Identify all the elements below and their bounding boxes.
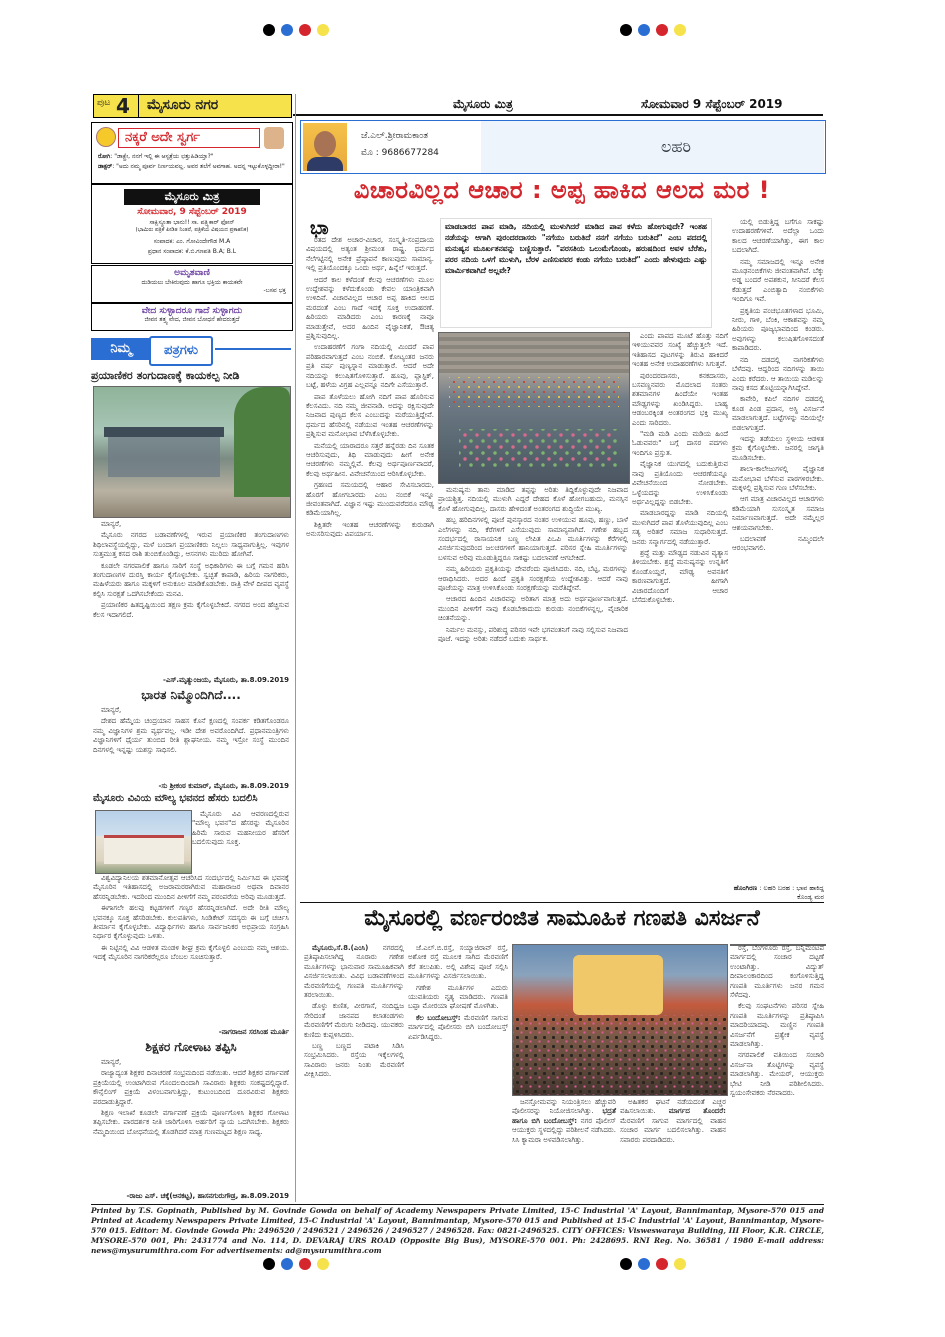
letter3-sign: -ನಾಗರಾಜನ ಸರಸಿಂಹ ಮೂರ್ತಿ: [218, 1028, 289, 1036]
masthead-date: ಸೋಮವಾರ, 9 ಸೆಪ್ಟೆಂಬರ್ 2019: [137, 207, 247, 217]
registration-mark-top-2: [281, 24, 293, 36]
column-dropcap: ಭಾ: [310, 218, 329, 239]
column-deck: ಮಾಡಬಾರದ ಪಾಪ ಮಾಡಿ, ನದಿಯಲ್ಲಿ ಮುಳುಗಿದರೆ ಮಾಡಿದ ಪಾಪ ಕಳೆದು ಹೋಗುವುದೇ? ಇಂತಹ ನಡೆಯನ್ನು ಆಗಾಗಿ ಪುರಂದರದಾಸರು "ನಗೆಯು ಬರುತಿದೆ ನನಗೆ ನಗೆಯು ಬರುತಿದೆ" ಎಂಬ ಪದದಲ್ಲಿ ಮನುಷ್ಯನ ಮೂರ್ಖತನವನ್ನು ಬಣ್ಣಿಸುತ್ತಾರೆ. "ಪರಸತಿಯ ಒಲುಮೆಗೊಂಡು, ಹರುಷದಿಂದ ಅವಳ ಬೆರೆತು, ಪರರ ನದಿಯ ಒಳಗೆ ಮುಳುಗಿ, ಬೆರಳ ಎಣಿಸುವವರ ಕಂಡು ನಗೆಯು ಬರುತಿದೆ" ಎಂದು ಹೇಳುವುದು ಎಷ್ಟು ಮಾರ್ಮಿಕವಾಗಿದೆ ಅಲ್ಲವೇ?: [440, 218, 712, 328]
section-box: [138, 94, 292, 118]
registration-mark-top-1: [263, 24, 275, 36]
letters-banner-a: ನಿಮ್ಮ: [91, 338, 151, 360]
shelter-body: [108, 437, 220, 477]
column-header: [300, 120, 826, 174]
registration-mark-bottom-3: [299, 1258, 311, 1270]
left-column-divider: [295, 94, 296, 1202]
footer-rule: [91, 1204, 824, 1205]
ganapati-subhead: ಕೆಲ ಬಂದೋಬಸ್ತ್:: [416, 1013, 461, 1022]
column-headline: ವಿಚಾರವಿಲ್ಲದ ಆಚಾರ : ಅಪ್ಪ ಹಾಕಿದ ಆಲದ ಮರ !: [353, 176, 771, 204]
column-bottom-rule: [300, 902, 824, 903]
ganapati-headline: ಮೈಸೂರಲ್ಲಿ ವರ್ಣರಂಜಿತ ಸಾಮೂಹಿಕ ಗಣಪತಿ ವಿಸರ್ಜನೆ: [364, 906, 760, 931]
author-shoulders: [307, 157, 343, 171]
letter2-opening: ಮಾನ್ಯರೆ,: [101, 706, 122, 714]
humor-line2-label: ಡಾಕ್ಟರ್: [98, 163, 113, 170]
registration-mark-top-4: [317, 24, 329, 36]
river-bathing-photo: [438, 332, 630, 484]
ganapati-subhead3: ಮಾರ್ಗದ ತೊಂದರೆ:: [668, 1107, 726, 1116]
letters-banner-b: ಪತ್ರಗಳು: [149, 336, 213, 366]
humor-title: ನಕ್ಕರೆ ಅದೇ ಸ್ವರ್ಗ: [125, 130, 200, 145]
letter1-body: ಮಾನ್ಯರೆ, ಮೈಸೂರು ನಗರದ ಬಡಾವಣೆಗಳಲ್ಲಿ ಇರುವ ಪ್ರಯಾಣಿಕರ ತಂಗುದಾಣಗಳು ಶಿಥಿಲಾವಸ್ಥೆಯಲ್ಲಿದ್ದು, ಮಳೆ ಬಂದಾಗ ಪ್ರಯಾಣಿಕರು ನಿಲ್ಲಲು ಸಾಧ್ಯವಾಗುತ್ತಿಲ್ಲ. ಇವುಗಳ ಸುತ್ತಮುತ್ತ ಕಸದ ರಾಶಿ ತುಂಬಿಕೊಂಡಿದ್ದು, ಆಸನಗಳು ಮುರಿದು ಹೋಗಿವೆ. ಕೂಡಲೇ ನಗರಪಾಲಿಕೆ ಹಾಗೂ ಸಾರಿಗೆ ಸಂಸ್ಥೆ ಅಧಿಕಾರಿಗಳು ಈ ಬಗ್ಗೆ ಗಮನ ಹರಿಸಿ ತಂಗುದಾಣಗಳ ದುರಸ್ತಿ ಕಾರ್ಯ ಕೈಗೊಳ್ಳಬೇಕು. ಸ್ವಚ್ಛತೆ ಕಾಪಾಡಿ, ಹಿರಿಯ ನಾಗರಿಕರು, ಮಹಿಳೆಯರು ಹಾಗೂ ಮಕ್ಕಳಿಗೆ ಅನುಕೂಲ ಮಾಡಿಕೊಡಬೇಕು. ರಾತ್ರಿ ವೇಳೆ ದೀಪದ ವ್ಯವಸ್ಥೆ ಕಲ್ಪಿಸಿ ಸುರಕ್ಷತೆ ಒದಗಿಸಬೇಕೆಂದು ಮನವಿ. ಪ್ರಯಾಣಿಕರ ಹಿತದೃಷ್ಟಿಯಿಂದ ತಕ್ಷಣ ಕ್ರಮ ಕೈಗೊಳ್ಳಬೇಕಿದೆ. ನಗರದ ಅಂದ ಹೆಚ್ಚಿಸುವ ಕೆಲಸ ಇದಾಗಲಿದೆ.: [93, 520, 289, 619]
humor-line2-text: "ಅದು ನಮ್ಮ ಪೂರ್ವ ನಿರ್ಣಯವಲ್ಲ. ಅವರ ತಲೆಗೆ ಅವಗಾಹ. ಅದನ್ನ ಇಟ್ಟುಕೊಳ್ಳದ್ದೀರಾ!": [116, 163, 285, 170]
registration-mark-top-6: [638, 24, 650, 36]
ganapati-subhead2: ಭದ್ರತೆ ಹಾಗೂ ಬಿಗಿ ಬಂದೋಬಸ್ತ್:: [512, 1107, 616, 1125]
column-body-col1: ರತದ ದೇಶ ಅಚಾರ-ವಿಚಾರ, ಸಂಸ್ಕೃತಿ-ಸಂಪ್ರದಾಯ ವಿಷಯದಲ್ಲಿ ಅತ್ಯಂತ ಶ್ರೀಮಂತ ರಾಷ್ಟ್ರ. ಧರ್ಮದ ನೆಲೆಗಟ್ಟಿನಲ್ಲಿ ಅನೇಕ ಪ್ರೆಷ್ಠಾಪನೆ ಕಾಣುವುದು ಸಾಮಾನ್ಯ. ಇಲ್ಲಿ ಪ್ರತಿಯೊಂದಕ್ಕೂ ಒಂದು ಅರ್ಥ, ಹಿನ್ನೆಲೆ ಇರುತ್ತದೆ. ಆದರೆ ಕಾಲ ಕಳೆದಂತೆ ಕೆಲವು ಆಚರಣೆಗಳು ಮೂಲ ಉದ್ದೇಶವನ್ನು ಕಳೆದುಕೊಂಡು ಕೇವಲ ಯಾಂತ್ರಿಕವಾಗಿ ಉಳಿದಿವೆ. ವಿಚಾರವಿಲ್ಲದ ಆಚಾರ ಅಪ್ಪ ಹಾಕಿದ ಆಲದ ಮರದಂತೆ ಎಂಬ ಗಾದೆ ಇದಕ್ಕೆ ಸೂಕ್ತ ಉದಾಹರಣೆ. ಹಿರಿಯರು ಮಾಡಿದರು ಎಂಬ ಕಾರಣಕ್ಕೆ ನಾವೂ ಮಾಡುತ್ತೇವೆ, ಅದರ ಹಿಂದಿನ ವೈಜ್ಞಾನಿಕತೆ, ಔಚಿತ್ಯ ಪ್ರಶ್ನಿಸುವುದಿಲ್ಲ. ಉದಾಹರಣೆಗೆ ಗಂಗಾ ನದಿಯಲ್ಲಿ ಮಿಂದರೆ ಪಾಪ ಪರಿಹಾರವಾಗುತ್ತದೆ ಎಂಬ ನಂಬಿಕೆ. ಕೋಟ್ಯಂತರ ಜನರು ಪ್ರತಿ ವರ್ಷ ಪುಣ್ಯಸ್ನಾನ ಮಾಡುತ್ತಾರೆ. ಆದರೆ ಅದೇ ನದಿಯನ್ನು ಕಲುಷಿತಗೊಳಿಸುತ್ತಾರೆ. ಹೂವು, ಪ್ಲಾಸ್ಟಿಕ್, ಬಟ್ಟೆ, ಹಳೆಯ ವಿಗ್ರಹ ಎಲ್ಲವನ್ನೂ ನದಿಗೇ ಎಸೆಯುತ್ತಾರೆ. ಪಾಪ ತೊಳೆಯಲು ಹೋಗಿ ನದಿಗೆ ಪಾಪ ಹೊರಿಸುವ ಕೆಲಸವಿದು. ನದಿ ನಮ್ಮ ಜೀವನಾಡಿ. ಅದನ್ನು ರಕ್ಷಿಸುವುದೇ ನಿಜವಾದ ಪುಣ್ಯದ ಕೆಲಸ ಎಂಬುದನ್ನು ಮರೆಯುತ್ತಿದ್ದೇವೆ. ಧರ್ಮದ ಹೆಸರಿನಲ್ಲಿ ನಡೆಯುವ ಇಂತಹ ಆಚರಣೆಗಳನ್ನು ಪ್ರಶ್ನಿಸುವ ಮನೋಭಾವ ಬೆಳೆಸಿಕೊಳ್ಳಬೇಕು. ಮನೆಯಲ್ಲಿ ಯಾರಾದರೂ ಸತ್ತರೆ ಹನ್ನೆರಡು ದಿನ ಸೂತಕ ಆಚರಿಸುವುದು, ತಿಥಿ ಮಾಡುವುದು ಹೀಗೆ ಅನೇಕ ಆಚರಣೆಗಳು ನಮ್ಮಲ್ಲಿವೆ. ಕೆಲವು ಅರ್ಥಪೂರ್ಣವಾದರೆ, ಕೆಲವು ಅರ್ಥಹೀನ. ವಿವೇಚನೆಯಿಂದ ಆರಿಸಿಕೊಳ್ಳಬೇಕು. ಗ್ರಹಣದ ಸಮಯದಲ್ಲಿ ಆಹಾರ ಸೇವಿಸಬಾರದು, ಹೊರಗೆ ಹೋಗಬಾರದು ಎಂಬ ನಂಬಿಕೆ ಇನ್ನೂ ಜೀವಂತವಾಗಿದೆ. ವಿಜ್ಞಾನ ಇಷ್ಟು ಮುಂದುವರೆದರೂ ಮೌಢ್ಯ ಕಡಿಮೆಯಾಗಿಲ್ಲ. ಶಿಕ್ಷಿತರೇ ಇಂತಹ ಆಚರಣೆಗಳನ್ನು ಕುರುಡಾಗಿ ಅನುಸರಿಸುವುದು ವಿಪರ್ಯಾಸ.: [306, 236, 434, 539]
registration-mark-bottom-1: [263, 1258, 275, 1270]
column-sign-label: ಹೊಂಗಿರಣ: [733, 884, 758, 892]
ganapati-body-col3: ಜನಸ್ತೋಮವನ್ನು ನಿಯಂತ್ರಿಸಲು ಹೆಚ್ಚುವರಿ ಪೊಲೀಸರನ್ನು ನಿಯೋಜಿಸಲಾಗಿತ್ತು. ಭದ್ರತೆ ಹಾಗೂ ಬಿಗಿ ಬಂದೋಬಸ್ತ್: ನಗರ ಪೊಲೀಸ್ ಆಯುಕ್ತರು ಸ್ಥಳದಲ್ಲಿದ್ದು ಪರಿಶೀಲನೆ ನಡೆಸಿದರು. ಸಿಸಿ ಕ್ಯಾಮರಾ ಅಳವಡಿಸಲಾಗಿತ್ತು.: [512, 1098, 616, 1144]
letter4-title: ಶಿಕ್ಷಕರ ಗೋಳಾಟ ತಪ್ಪಿಸಿ: [145, 1040, 237, 1054]
registration-mark-top-7: [656, 24, 668, 36]
shelter-tree: [234, 387, 290, 497]
humor-title-box: [118, 128, 260, 148]
letter3-body-cont: ವಿಶ್ವವಿದ್ಯಾನಿಲಯ ಶತಮಾನೋತ್ಸವ ಆಚರಿಸಿದ ಸಂದರ್ಭದಲ್ಲಿ ನಿರ್ಮಿಸಿದ ಈ ಭವನಕ್ಕೆ ಮೈಸೂರಿನ ಇತಿಹಾಸದಲ್ಲಿ ಅಜರಾಮರರಾಗಿರುವ ಮಹಾರಾಜರ ಅಥವಾ ದಿವಾನರ ಹೆಸರನ್ನಿಡಬೇಕು. ಇದರಿಂದ ಮುಂದಿನ ಪೀಳಿಗೆಗೆ ನಮ್ಮ ಪರಂಪರೆಯ ಅರಿವು ಮೂಡುತ್ತದೆ. ಈಗಾಗಲೇ ಹಲವು ಕಟ್ಟಡಗಳಿಗೆ ಗಣ್ಯರ ಹೆಸರನ್ನಿಡಲಾಗಿದೆ. ಅದೇ ರೀತಿ ಮೌಲ್ಯ ಭವನಕ್ಕೂ ಸೂಕ್ತ ಹೆಸರಿಡಬೇಕು. ಕುಲಪತಿಗಳು, ಸಿಂಡಿಕೇಟ್ ಸದಸ್ಯರು ಈ ಬಗ್ಗೆ ಚರ್ಚಿಸಿ ತೀರ್ಮಾನ ಕೈಗೊಳ್ಳಬೇಕು. ವಿದ್ಯಾರ್ಥಿಗಳು ಹಾಗೂ ಸಾರ್ವಜನಿಕರ ಅಭಿಪ್ರಾಯ ಸಂಗ್ರಹಿಸಿ ನಿರ್ಧಾರ ಕೈಗೊಳ್ಳುವುದು ಒಳಿತು. ಈ ನಿಟ್ಟಿನಲ್ಲಿ ವಿವಿ ಆಡಳಿತ ಮಂಡಳಿ ಶೀಘ್ರ ಕ್ರಮ ಕೈಗೊಳ್ಳಲಿ ಎಂಬುದು ನಮ್ಮ ಆಶಯ. ಇದಕ್ಕೆ ಮೈಸೂರಿನ ನಾಗರಿಕರೆಲ್ಲರೂ ಬೆಂಬಲ ಸೂಚಿಸುತ್ತಾರೆ.: [93, 874, 289, 962]
author-phone: ಮೊ : 9686677284: [361, 148, 439, 158]
thought-line1: ವೇದ ಸುಳ್ಳಾದರೂ ಗಾದೆ ಸುಳ್ಳಾಗದು: [141, 306, 243, 316]
ghat-steps: [439, 333, 629, 373]
page-number: 4: [116, 94, 130, 118]
procession-vehicle: [573, 955, 663, 1015]
registration-mark-bottom-6: [638, 1258, 650, 1270]
cartoon-man-icon: [264, 127, 284, 149]
letter2-sign: -ಸು ಶ್ರೀಕಂಠ ಕುಮಾರ್, ಮೈಸೂರು, ತಾ.8.09.2019: [158, 782, 289, 790]
page-header: [93, 94, 823, 116]
thought-box: [91, 303, 293, 331]
amrutavani-author: -ಬಸವ ಭಕ್ತ: [263, 287, 286, 294]
column-header-band: [481, 121, 824, 173]
amrutavani-text: ದುಡಿಯಲು ಬೇಕಿರುವುದು ಹಾಗೂ ಭಕ್ತಿಯ ಕಾಯಕವೇ: [141, 279, 243, 286]
registration-mark-bottom-2: [281, 1258, 293, 1270]
thought-line2: ಜೀವನ ತತ್ತ್ವ ವೇದ, ಜೀವನ ಬೋಧನೆ ಹೇದರುತ್ತದೆ: [144, 316, 240, 323]
page-label: ಪುಟ: [97, 98, 111, 108]
amrutavani-title: ಅಮೃತವಾಣಿ: [174, 268, 210, 278]
letter4-sign: -ರಾಜು ಎಸ್. ಚಕ್ಕೆ(ಆನಕಟ್ಟ), ಹಾಸನಗುರುಗೌಡ್ರ, ತಾ.8.09.2019: [126, 1192, 289, 1200]
column-body-col4: ಯಲ್ಲಿ ಬಿಡುತ್ತಿದ್ದ ಬಗೆಗೂ ಸಾಕಷ್ಟು ಉದಾಹರಣೆಗಳಿವೆ. ಅದೆಲ್ಲಾ ಒಂದು ಕಾಲದ ಆಚರಣೆಯಾಗಿತ್ತು, ಈಗ ಕಾಲ ಬದಲಾಗಿದೆ. ನಮ್ಮ ಸಮಾಜದಲ್ಲಿ ಇನ್ನೂ ಅನೇಕ ಮೂಢನಂಬಿಕೆಗಳು ಜೀವಂತವಾಗಿವೆ. ಬೆಕ್ಕು ಅಡ್ಡ ಬಂದರೆ ಅಪಶಕುನ, ಸೀನಿದರೆ ಕೆಲಸ ಕೆಡುತ್ತದೆ ಎಂಬಿತ್ಯಾದಿ ನಂಬಿಕೆಗಳು ಇಂದಿಗೂ ಇವೆ. ಪ್ರಕೃತಿಯ ಪಂಚಭೂತಗಳಾದ ಭೂಮಿ, ನೀರು, ಗಾಳಿ, ಬೆಂಕಿ, ಆಕಾಶವನ್ನು ನಮ್ಮ ಹಿರಿಯರು ಪೂಜ್ಯಭಾವದಿಂದ ಕಂಡರು. ಅವುಗಳನ್ನು ಕಲುಷಿತಗೊಳಿಸದಂತೆ ಕಾಪಾಡಿದರು. ನದಿ ದಡದಲ್ಲಿ ನಾಗರಿಕತೆಗಳು ಬೆಳೆದವು. ಆದ್ದರಿಂದ ನದಿಗಳನ್ನು ತಾಯಿ ಎಂದು ಕರೆದರು. ಆ ತಾಯಿಯ ಮಡಿಲನ್ನು ನಾವು ಕಸದ ತೊಟ್ಟಿಯನ್ನಾಗಿಸಿದ್ದೇವೆ. ಕಾವೇರಿ, ಕಪಿಲೆ ನದಿಗಳ ದಡದಲ್ಲಿ ಕೂಡ ಪಿಂಡ ಪ್ರದಾನ, ಅಸ್ಥಿ ವಿಸರ್ಜನೆ ಮಾಡಲಾಗುತ್ತದೆ. ಬಟ್ಟೆಗಳನ್ನು ನದಿಯಲ್ಲೇ ಬಿಡಲಾಗುತ್ತದೆ. ಇದನ್ನು ತಡೆಯಲು ಸ್ಥಳೀಯ ಆಡಳಿತ ಕ್ರಮ ಕೈಗೊಳ್ಳಬೇಕು. ಜನರಲ್ಲಿ ಜಾಗೃತಿ ಮೂಡಿಸಬೇಕು. ಶಾಲಾ-ಕಾಲೇಜುಗಳಲ್ಲಿ ವೈಜ್ಞಾನಿಕ ಮನೋಭಾವ ಬೆಳೆಸುವ ಪಾಠಗಳಿರಬೇಕು. ಮಕ್ಕಳಲ್ಲಿ ಪ್ರಶ್ನಿಸುವ ಗುಣ ಬೆಳೆಸಬೇಕು. ಆಗ ಮಾತ್ರ ವಿಚಾರವಿಲ್ಲದ ಆಚಾರಗಳು ಕಡಿಮೆಯಾಗಿ ಸುಸಂಸ್ಕೃತ ಸಮಾಜ ನಿರ್ಮಾಣವಾಗುತ್ತದೆ. ಅದೇ ನಮ್ಮೆಲ್ಲರ ಆಶಯವಾಗಬೇಕು. ಬದಲಾವಣೆ ನಮ್ಮಿಂದಲೇ ಆರಂಭವಾಗಲಿ.: [732, 218, 824, 553]
registration-mark-bottom-5: [620, 1258, 632, 1270]
page-date: ಸೋಮವಾರ 9 ಸೆಪ್ಟೆಂಬರ್ 2019: [641, 97, 783, 111]
registration-mark-top-8: [674, 24, 686, 36]
masthead-line1: ಸಾಕ್ಷಿಸ್ಥೂತಾ ಭಾನು!! ಸಾ. ಪತ್ರ್ಯಿಕಾರ್ ಫೋನ್: [149, 219, 235, 226]
section-title: ಮೈಸೂರು ನಗರ: [147, 97, 219, 113]
flower-waste: [459, 429, 619, 469]
humor-line1-text: "ಡಾಕ್ಟ್ರೇ, ನನಗೆ ಇಲ್ಲಿ ಈ ಆಸ್ಪತ್ರೆಯ ಛತ್ತುಹಿಡಿಯ್ತಾ?": [114, 153, 214, 160]
letter1-sign: -ಎಸ್.ಮೃತ್ಯುಂಜಯ, ಮೈಸೂರು, ತಾ.8.09.2019: [163, 676, 289, 684]
humor-line-1: ರೋಗಿ: "ಡಾಕ್ಟ್ರೇ, ನನಗೆ ಇಲ್ಲಿ ಈ ಆಸ್ಪತ್ರೆಯ ಛತ್ತುಹಿಡಿಯ್ತಾ?": [98, 153, 214, 160]
crowd-1: [449, 377, 619, 407]
letter2-title: ಭಾರತ ನಿಮ್ಮೊಂದಿಗಿದೆ....: [141, 688, 241, 702]
letter1-title: ಪ್ರಯಾಣಿಕರ ತಂಗುದಾಣಕ್ಕೆ ಕಾಯಕಲ್ಪ ನೀಡಿ: [91, 369, 240, 382]
letter2-body: ಮಾನ್ಯರೆ, ದೇಶದ ಹೆಮ್ಮೆಯ ಚಂದ್ರಯಾನ ಸಾಹಸ ಕೊನೆ ಕ್ಷಣದಲ್ಲಿ ಸಂಪರ್ಕ ಕಡಿತಗೊಂಡರೂ ನಮ್ಮ ವಿಜ್ಞಾನಿಗಳ ಶ್ರಮ ವ್ಯರ್ಥವಲ್ಲ. ಇಡೀ ದೇಶ ಅವರೊಂದಿಗಿದೆ. ಪ್ರಧಾನಮಂತ್ರಿಗಳು ವಿಜ್ಞಾನಿಗಳಿಗೆ ಧೈರ್ಯ ತುಂಬಿದ ರೀತಿ ಶ್ಲಾಘನೀಯ. ನಮ್ಮ ಇಸ್ರೋ ಸಂಸ್ಥೆ ಮುಂದಿನ ದಿನಗಳಲ್ಲಿ ಇನ್ನಷ್ಟು ಯಶಸ್ಸು ಸಾಧಿಸಲಿ.: [93, 706, 289, 754]
registration-mark-bottom-8: [674, 1258, 686, 1270]
ganapati-body-col5: ರಸ್ತೆ, ಬೆಂಗಳೂರು ರಸ್ತೆ, ಬನ್ನಿಮಂಟಪ ಮಾರ್ಗದಲ್ಲಿ ಸಂಚಾರ ದಟ್ಟಣೆ ಉಂಟಾಗಿತ್ತು. ವಿದ್ಯುತ್ ದೀಪಾಲಂಕಾರದಿಂದ ಕಂಗೊಳಿಸುತ್ತಿದ್ದ ಗಣಪತಿ ಮೂರ್ತಿಗಳು ಜನರ ಗಮನ ಸೆಳೆದವು. ಕೆಲವು ಸಂಘಟನೆಗಳು ಪರಿಸರ ಸ್ನೇಹಿ ಗಣಪತಿ ಮೂರ್ತಿಗಳನ್ನು ಪ್ರತಿಷ್ಠಾಪಿಸಿ ಮಾದರಿಯಾದವು. ಮಣ್ಣಿನ ಗಣಪತಿ ವಿಸರ್ಜನೆಗೆ ಪ್ರತ್ಯೇಕ ವ್ಯವಸ್ಥೆ ಮಾಡಲಾಗಿತ್ತು. ನಗರಪಾಲಿಕೆ ವತಿಯಿಂದ ಸಂಚಾರಿ ವಿಸರ್ಜನಾ ತೊಟ್ಟಿಗಳನ್ನು ವ್ಯವಸ್ಥೆ ಮಾಡಲಾಗಿತ್ತು. ಮೇಯರ್, ಆಯುಕ್ತರು ಭೇಟಿ ನೀಡಿ ಪರಿಶೀಲಿಸಿದರು. ಸ್ವಯಂಸೇವಕರು ನೆರವಾದರು.: [730, 944, 824, 1098]
masthead-box: [91, 184, 293, 264]
column-name: ಲಹರಿ: [661, 137, 691, 156]
masthead-logo: ಮೈಸೂರು ಮಿತ್ರ: [124, 189, 260, 205]
registration-mark-top-5: [620, 24, 632, 36]
author-photo: [303, 123, 347, 171]
letter4-body: ಮಾನ್ಯರೆ, ರಾಜ್ಯಾದ್ಯಂತ ಶಿಕ್ಷಕರ ದಿನಾಚರಣೆ ಸಂಭ್ರಮದಿಂದ ನಡೆಯಿತು. ಆದರೆ ಶಿಕ್ಷಕರ ವರ್ಗಾವಣೆ ಪ್ರಕ್ರಿಯೆಯಲ್ಲಿ ಉಂಟಾಗಿರುವ ಗೊಂದಲದಿಂದಾಗಿ ಸಾವಿರಾರು ಶಿಕ್ಷಕರು ಸಂಕಷ್ಟದಲ್ಲಿದ್ದಾರೆ. ಕೌನ್ಸೆಲಿಂಗ್ ಪ್ರಕ್ರಿಯೆ ವಿಳಂಬವಾಗುತ್ತಿದ್ದು, ಕುಟುಂಬದಿಂದ ದೂರವಿರುವ ಶಿಕ್ಷಕರು ಪರದಾಡುತ್ತಿದ್ದಾರೆ. ಶಿಕ್ಷಣ ಇಲಾಖೆ ಕೂಡಲೇ ವರ್ಗಾವಣೆ ಪ್ರಕ್ರಿಯೆ ಪೂರ್ಣಗೊಳಿಸಿ ಶಿಕ್ಷಕರ ಗೋಳಾಟ ತಪ್ಪಿಸಬೇಕು. ಪಾರದರ್ಶಕ ನೀತಿ ಜಾರಿಗೊಳಿಸಿ ಅರ್ಹರಿಗೆ ನ್ಯಾಯ ಒದಗಿಸಬೇಕು. ಶಿಕ್ಷಕರು ನೆಮ್ಮದಿಯಿಂದ ಬೋಧನೆಯಲ್ಲಿ ತೊಡಗಿದರೆ ಮಾತ್ರ ಗುಣಮಟ್ಟದ ಶಿಕ್ಷಣ ಸಾಧ್ಯ.: [93, 1058, 289, 1136]
column-body-col2: ಮನುಷ್ಯನು ತಾನು ಮಾಡಿದ ತಪ್ಪನ್ನು ಅರಿತು ತಿದ್ದಿಕೊಳ್ಳುವುದೇ ನಿಜವಾದ ಪ್ರಾಯಶ್ಚಿತ್ತ. ನದಿಯಲ್ಲಿ ಮುಳುಗಿ ಎದ್ದರೆ ದೇಹದ ಕೊಳೆ ಹೋಗಬಹುದು, ಮನಸ್ಸಿನ ಕೊಳೆ ಹೋಗುವುದಿಲ್ಲ. ದಾಸರು ಹೇಳಿದಂತೆ ಅಂತರಂಗದ ಶುದ್ಧಿಯೇ ಮುಖ್ಯ. ಹಬ್ಬ ಹರಿದಿನಗಳಲ್ಲಿ ಪೂಜೆ ಪುನಸ್ಕಾರದ ನಂತರ ಉಳಿಯುವ ಹೂವು, ಹಣ್ಣು, ಬಾಳೆ ಎಲೆಗಳನ್ನು ನದಿ, ಕೆರೆಗಳಿಗೆ ಎಸೆಯುವುದು ಸಾಮಾನ್ಯವಾಗಿದೆ. ಗಣೇಶ ಹಬ್ಬದ ಸಂದರ್ಭದಲ್ಲಿ ರಾಸಾಯನಿಕ ಬಣ್ಣ ಲೇಪಿತ ಪಿಒಪಿ ಮೂರ್ತಿಗಳನ್ನು ಕೆರೆಗಳಲ್ಲಿ ವಿಸರ್ಜಿಸುವುದರಿಂದ ಜಲಚರಗಳಿಗೆ ಹಾನಿಯಾಗುತ್ತದೆ. ಪರಿಸರ ಸ್ನೇಹಿ ಮೂರ್ತಿಗಳನ್ನು ಬಳಸುವ ಅರಿವು ಮೂಡುತ್ತಿದ್ದರೂ ಸಾಕಷ್ಟು ಬದಲಾವಣೆ ಆಗಬೇಕಿದೆ. ನಮ್ಮ ಹಿರಿಯರು ಪ್ರಕೃತಿಯನ್ನು ದೇವರೆಂದು ಪೂಜಿಸಿದರು. ನದಿ, ಬೆಟ್ಟ, ಮರಗಳನ್ನು ಆರಾಧಿಸಿದರು. ಅದರ ಹಿಂದೆ ಪ್ರಕೃತಿ ಸಂರಕ್ಷಣೆಯ ಉದ್ದೇಶವಿತ್ತು. ಆದರೆ ನಾವು ಪೂಜೆಯನ್ನು ಮಾತ್ರ ಉಳಿಸಿಕೊಂಡು ಸಂರಕ್ಷಣೆಯನ್ನು ಮರೆತಿದ್ದೇವೆ. ಆಚಾರದ ಹಿಂದಿನ ವಿಚಾರವನ್ನು ಅರಿತಾಗ ಮಾತ್ರ ಅದು ಅರ್ಥಪೂರ್ಣವಾಗುತ್ತದೆ. ಮುಂದಿನ ಪೀಳಿಗೆಗೆ ನಾವು ಕೊಡಬೇಕಾದುದು ಕುರುಡು ನಂಬಿಕೆಗಳನ್ನಲ್ಲ, ವೈಚಾರಿಕ ಚಿಂತನೆಯನ್ನು. ನಿರ್ಮಲ ಮನಸ್ಸು, ಪರಿಶುದ್ಧ ಪರಿಸರ ಇವೇ ಭಗವಂತನಿಗೆ ನಾವು ಸಲ್ಲಿಸುವ ನಿಜವಾದ ಪೂಜೆ. ಇದನ್ನು ಅರಿತು ನಡೆದರೆ ಬದುಕು ಸಾರ್ಥಕ.: [438, 486, 628, 644]
humor-line-2: ಡಾಕ್ಟರ್: "ಅದು ನಮ್ಮ ಪೂರ್ವ ನಿರ್ಣಯವಲ್ಲ. ಅವರ ತಲೆಗೆ ಅವಗಾಹ. ಅದನ್ನ ಇಟ್ಟುಕೊಳ್ಳದ್ದೀರಾ!": [98, 163, 285, 170]
header-underline: [293, 114, 823, 116]
letter4-opening: ಮಾನ್ಯರೆ,: [101, 1058, 122, 1066]
ganapati-body-col2: ಜೆ.ಎಲ್.ಬಿ.ರಸ್ತೆ, ಸಯ್ಯಾಜಿರಾವ್ ರಸ್ತೆ, ಅಶೋಕ ರಸ್ತೆ ಮೂಲಕ ಸಾಗಿದ ಮೆರವಣಿಗೆ ಕೆರೆ ತಲುಪಿತು. ಅಲ್ಲಿ ವಿಶೇಷ ಪೂಜೆ ಸಲ್ಲಿಸಿ ಮೂರ್ತಿಗಳನ್ನು ವಿಸರ್ಜಿಸಲಾಯಿತು. ಗಣೇಶ ಮೂರ್ತಿಗಳ ಎದುರು ಯುವತಿಯರು ನೃತ್ಯ ಮಾಡಿದರು. ಗಣಪತಿ ಬಪ್ಪಾ ಮೋರಯಾ ಘೋಷಣೆ ಮೊಳಗಿತು. ಕೆಲ ಬಂದೋಬಸ್ತ್: ಮೆರವಣಿಗೆ ಸಾಗುವ ಮಾರ್ಗದಲ್ಲಿ ಪೊಲೀಸರು ಬಿಗಿ ಬಂದೋಬಸ್ತ್ ಏರ್ಪಡಿಸಿದ್ದರು.: [408, 944, 508, 1041]
humor-box: [91, 122, 293, 184]
letters-banner: [91, 336, 291, 364]
laughing-face-icon: [96, 127, 116, 147]
registration-mark-top-3: [299, 24, 311, 36]
masthead-title: ಮೈಸೂರು ಮಿತ್ರ: [453, 97, 513, 111]
university-building-photo: [95, 810, 192, 874]
footer-imprint: Printed by T.S. Gopinath, Published by M. Govinde Gowda on behalf of Academy Newspapers Private Limited, 15-C Industrial 'A' Layout, Bannimantap, Mysore-570 015 and Printed at Academy Newspapers Private Limited, 15-C Industrial 'A' Layout, Bannimantap, Mysore-570 015 and Published at 15-C Industrial 'A' Layout, Bannimantap, Mysore-570 015. Editor: M. Govinde Gowda Ph: 2496520 / 2496521 / 2496526 / 2496527 / 2496528. Fax: 0821-2496525. CITY OFFICES: Visweswaraya Building, III Floor, K.R. CIRCLE, MYSORE-570 001, Ph: 2431774 and No. 114, D. DEVARAJ URS ROAD (Opposite Big Bus), MYSORE-570 001. Ph: 2428695. RNI Reg. No. 36581 / 1980 E-mail address: news@mysurumithra.com For advertisements: ad@mysurumithra.com: [91, 1206, 824, 1255]
ganapati-body-col4: ಅಹಿತಕರ ಘಟನೆ ನಡೆಯದಂತೆ ಎಚ್ಚರ ವಹಿಸಲಾಯಿತು. ಮಾರ್ಗದ ತೊಂದರೆ: ಮೆರವಣಿಗೆ ಸಾಗುವ ಮಾರ್ಗದಲ್ಲಿ ವಾಹನ ಸಂಚಾರ ಮಾರ್ಗ ಬದಲಿಸಲಾಗಿತ್ತು. ವಾಹನ ಸವಾರರು ಪರದಾಡಿದರು.: [620, 1098, 726, 1144]
letter3-title: ಮೈಸೂರು ವಿವಿಯ ಮೌಲ್ಯ ಭವನದ ಹೆಸರು ಬದಲಿಸಿ: [93, 793, 258, 804]
ganapati-body-col1: ಮೈಸೂರು,ಸೆ.8.(ಎಂಸಿ) ನಗರದಲ್ಲಿ ಪ್ರತಿಷ್ಠಾಪಿಸಲಾಗಿದ್ದ ನೂರಾರು ಗಣೇಶ ಮೂರ್ತಿಗಳನ್ನು ಭಾನುವಾರ ಸಾಮೂಹಿಕವಾಗಿ ವಿಸರ್ಜಿಸಲಾಯಿತು. ವಿವಿಧ ಬಡಾವಣೆಗಳಿಂದ ಮೆರವಣಿಗೆಯಲ್ಲಿ ಗಣಪತಿ ಮೂರ್ತಿಗಳನ್ನು ತರಲಾಯಿತು. ಡೊಳ್ಳು ಕುಣಿತ, ವೀರಗಾಸೆ, ನಂದಿಧ್ವಜ ಸೇರಿದಂತೆ ಜಾನಪದ ಕಲಾತಂಡಗಳು ಮೆರವಣಿಗೆಗೆ ಮೆರುಗು ನೀಡಿದವು. ಯುವಕರು ಕುಣಿದು ಕುಪ್ಪಳಿಸಿದರು. ಬಣ್ಣ ಬಣ್ಣದ ಪಟಾಕಿ ಸಿಡಿಸಿ ಸಂಭ್ರಮಿಸಿದರು. ರಸ್ತೆಯ ಇಕ್ಕೆಲಗಳಲ್ಲಿ ಸಾವಿರಾರು ಜನರು ನಿಂತು ಮೆರವಣಿಗೆ ವೀಕ್ಷಿಸಿದರು.: [304, 944, 404, 1079]
letter3-body: ಮೈಸೂರು ವಿವಿ ಆವರಣದಲ್ಲಿರುವ "ಮೌಲ್ಯ ಭವನ"ದ ಹೆಸರನ್ನು ಮೈಸೂರಿನ ಹಿರಿಮೆ ಸಾರುವ ಮಹನೀಯರ ಹೆಸರಿಗೆ ಬದಲಿಸುವುದು ಸೂಕ್ತ.: [192, 810, 289, 847]
letters-banner-rule: [215, 348, 291, 350]
masthead-editor: ಸಂಪಾದಕ: ಎಂ. ಗೋವಿಂದೇಗೌಡ M.A: [153, 238, 231, 245]
amrutavani-box: [91, 265, 293, 303]
registration-mark-bottom-7: [656, 1258, 668, 1270]
column-sign: ಹೊಂಗಿರಣ : ಲಹರಿ ಬರಹ : ಭಾವ ಹಾಕಿದ್ದ ಕೊಂಡ್ಯ ಮರ: [733, 884, 824, 901]
registration-mark-bottom-4: [317, 1258, 329, 1270]
masthead-publisher: ಪ್ರಧಾನ ಸಂಪಾದಕ: ಕೆ.ಬಿ.ಗಣಪತಿ B.A; B.L: [147, 248, 237, 255]
column-sign-text: ಲಹರಿ ಬರಹ : ಭಾವ ಹಾಕಿದ್ದ ಕೊಂಡ್ಯ ಮರ: [763, 884, 824, 901]
ganapati-procession-photo: [512, 944, 728, 1096]
author-name: ಜೆ.ಎಲ್.ಶ್ರೀರಾಮಕಾಂತ: [361, 131, 429, 141]
humor-line1-label: ರೋಗಿ: [98, 153, 111, 160]
ganapati-lead: ಮೈಸೂರು,ಸೆ.8.(ಎಂಸಿ): [312, 944, 369, 952]
building-facade: [104, 835, 184, 864]
column-body-col3: ಎಂದು ಪಾಪದ ಮೂಟೆ ಹೊತ್ತು ನದಿಗೆ ಇಳಿಯುವವರ ಸಂಖ್ಯೆ ಹೆಚ್ಚುತ್ತಲೇ ಇದೆ. ಇತಿಹಾಸದ ಪುಟಗಳನ್ನು ತಿರುವಿ ಹಾಕಿದರೆ ಇಂತಹ ಅನೇಕ ಉದಾಹರಣೆಗಳು ಸಿಗುತ್ತವೆ. ಪುರಂದರದಾಸರು, ಕನಕದಾಸರು, ಬಸವಣ್ಣನವರು ಮೊದಲಾದ ಸಂತರು ಶತಮಾನಗಳ ಹಿಂದೆಯೇ ಇಂತಹ ಮೌಢ್ಯಗಳನ್ನು ಖಂಡಿಸಿದ್ದರು. ಬಾಹ್ಯ ಆಡಂಬರಕ್ಕಿಂತ ಅಂತರಂಗದ ಭಕ್ತಿ ಮುಖ್ಯ ಎಂದು ಸಾರಿದರು. "ಮಡಿ ಮಡಿ ಎಂದು ಮಡಿಯ ಹಿಂದೆ ಓಡುವವರು" ಬಗ್ಗೆ ದಾಸರ ಪದಗಳು ಇಂದಿಗೂ ಪ್ರಸ್ತುತ. ವೈಜ್ಞಾನಿಕ ಯುಗದಲ್ಲಿ ಬದುಕುತ್ತಿರುವ ನಾವು ಪ್ರತಿಯೊಂದು ಆಚರಣೆಯನ್ನೂ ವಿವೇಚನೆಯಿಂದ ನೋಡಬೇಕು. ಒಳ್ಳೆಯದನ್ನು ಉಳಿಸಿಕೊಂಡು ಅರ್ಥವಿಲ್ಲದ್ದನ್ನು ಬಿಡಬೇಕು. ಮಾಡಬಾರದ್ದನ್ನು ಮಾಡಿ ನದಿಯಲ್ಲಿ ಮುಳುಗಿದರೆ ಪಾಪ ತೊಳೆಯುವುದಿಲ್ಲ ಎಂಬ ಸತ್ಯ ಅರಿತರೆ ಸಮಾಜ ಸುಧಾರಿಸುತ್ತದೆ. ಜನರು ಸನ್ಮಾರ್ಗದಲ್ಲಿ ನಡೆಯುತ್ತಾರೆ. ಶ್ರದ್ಧೆ ಮತ್ತು ಮೌಢ್ಯದ ನಡುವಿನ ವ್ಯತ್ಯಾಸ ತಿಳಿಯಬೇಕು. ಶ್ರದ್ಧೆ ಮನುಷ್ಯನನ್ನು ಉನ್ನತಿಗೆ ಕೊಂಡೊಯ್ದರೆ, ಮೌಢ್ಯ ಅವನತಿಗೆ ಕಾರಣವಾಗುತ್ತದೆ. ಹೀಗಾಗಿ ವಿಚಾರದೊಂದಿಗೆ ಆಚಾರ ಬೆಸೆದುಕೊಳ್ಳಬೇಕು.: [632, 332, 728, 604]
masthead-line2: (ಭಾಮಿರು ಪತ್ರಿಕೆ ಪೀಡಿತ ನಿಂತರೆ, ಪತ್ರಿಕೆಯ ವಿಷಯದ ಪ್ರಕಾಶನಿಕ): [135, 227, 249, 233]
page-number-box: [93, 94, 139, 118]
bus-shelter-photo: [93, 386, 291, 518]
shelter-roof: [104, 427, 224, 437]
letter1-opening: ಮಾನ್ಯರೆ,: [101, 520, 122, 528]
procession-crowd: [513, 1015, 727, 1095]
author-face: [314, 131, 336, 157]
